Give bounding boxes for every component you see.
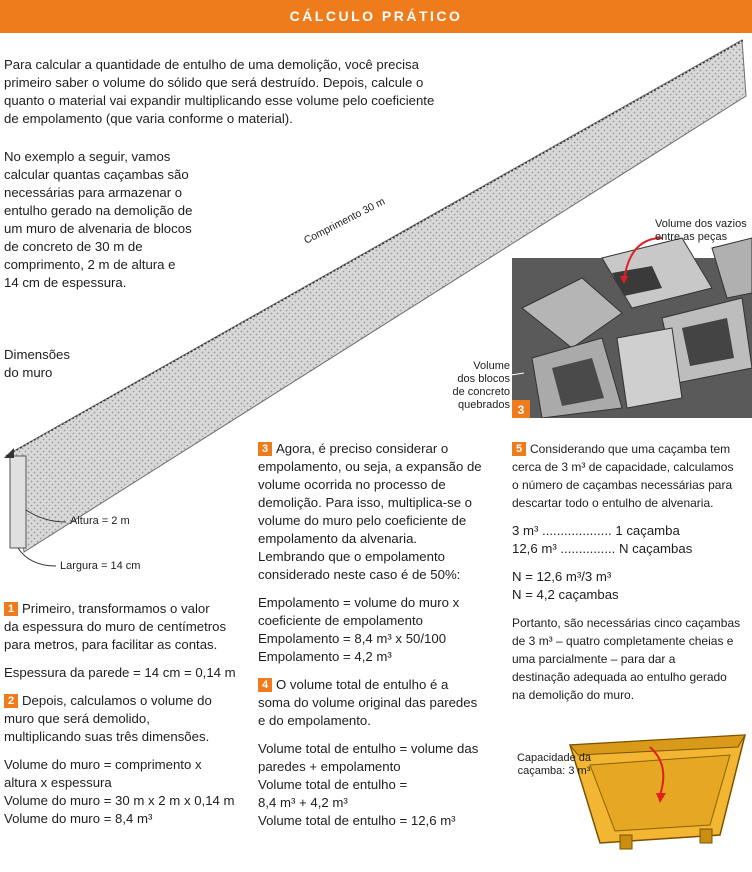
step-4-badge: 4 [258, 678, 272, 692]
step-2-line: Depois, calculamos o volume do [22, 693, 212, 708]
step-1-line: Primeiro, transformamos o valor [22, 601, 210, 616]
voids-label-line: Volume dos vazios [655, 218, 747, 230]
intro-line: Para calcular a quantidade de entulho de uma demolição, você precisa [4, 57, 419, 72]
ratio-line: 12,6 m³ ............... N caçambas [512, 541, 693, 556]
blocks-label-line: dos blocos [457, 373, 510, 385]
step-5-line: descartar todo o entulho de alvenaria. [512, 496, 714, 510]
ratio-line: 3 m³ ................... 1 caçamba [512, 523, 680, 538]
step-5-line: cerca de 3 m³ de capacidade, calculamos [512, 460, 734, 474]
formula-line: Volume do muro = 30 m x 2 m x 0,14 m [4, 793, 235, 808]
step-2-line: muro que será demolido, [4, 711, 150, 726]
voids-label [655, 218, 747, 244]
formula-line: Volume total de entulho = [258, 777, 408, 792]
capacity-label [514, 752, 594, 778]
dumpster-figure [560, 725, 750, 865]
conclusion-line: destinação adequada ao entulho gerado [512, 670, 727, 684]
intro-line: comprimento, 2 m de altura e [4, 257, 176, 272]
page-title: CÁLCULO PRÁTICO [289, 8, 463, 24]
step-3-line: empolamento, ou seja, a expansão de [258, 459, 482, 474]
formula-line: Volume do muro = 8,4 m³ [4, 811, 153, 826]
formula-line: Volume total de entulho = 12,6 m³ [258, 813, 456, 828]
intro-line: primeiro saber o volume do sólido que será destruído. Depois, calcule o [4, 75, 424, 90]
step-1-badge: 1 [4, 602, 18, 616]
step-3-line: considerado neste caso é de 50%: [258, 567, 461, 582]
thickness-line: Espessura da parede = 14 cm = 0,14 m [4, 665, 236, 680]
column-3 [512, 440, 752, 704]
conclusion-line: de 3 m³ – quatro completamente cheias e [512, 634, 734, 648]
intro-line: calcular quantas caçambas são [4, 167, 189, 182]
conclusion-line: Portanto, são necessárias cinco caçambas [512, 616, 741, 630]
result-line: N = 4,2 caçambas [512, 587, 619, 602]
dimensions-title-line: do muro [4, 365, 53, 380]
step-5-line: Considerando que uma caçamba tem [530, 442, 731, 456]
intro-line: 14 cm de espessura. [4, 275, 127, 290]
formula-line: Volume total de entulho = volume das [258, 741, 479, 756]
formula-line: Empolamento = 8,4 m³ x 50/100 [258, 631, 447, 646]
intro-line: necessárias para armazenar o [4, 185, 183, 200]
formula-line: altura x espessura [4, 775, 112, 790]
step-3-badge: 3 [258, 442, 272, 456]
blocks-label-line: quebrados [458, 399, 510, 411]
column-1 [4, 600, 254, 828]
result-line: N = 12,6 m³/3 m³ [512, 569, 612, 584]
intro-line: um muro de alvenaria de blocos [4, 221, 192, 236]
voids-label-line: entre as peças [655, 231, 728, 243]
height-label: Altura = 2 m [70, 515, 130, 527]
step-4-line: soma do volume original das paredes [258, 695, 478, 710]
intro-line: de empolamento (que varia conforme o material). [4, 111, 293, 126]
formula-line: Empolamento = 4,2 m³ [258, 649, 392, 664]
formula-line: Empolamento = volume do muro x [258, 595, 460, 610]
length-label: Comprimento 30 m [302, 195, 387, 247]
step-2-badge: 2 [4, 694, 18, 708]
blocks-label-line: Volume [473, 360, 510, 372]
concrete-blocks-figure [512, 218, 752, 418]
figure-number: 3 [517, 403, 525, 417]
step-3-line: Agora, é preciso considerar o [276, 441, 449, 456]
step-1-line: para metros, para facilitar as contas. [4, 637, 218, 652]
capacity-label-line: Capacidade da [516, 752, 591, 764]
conclusion-line: na demolição do muro. [512, 688, 635, 702]
blocks-label [430, 360, 510, 412]
arrow-head-icon [4, 448, 14, 458]
formula-line: paredes + empolamento [258, 759, 401, 774]
step-4-line: e do empolamento. [258, 713, 371, 728]
intro-line: quanto o material vai expandir multiplicando esse volume pelo coeficiente [4, 93, 435, 108]
step-3-line: demolição. Para isso, multiplica-se o [258, 495, 473, 510]
step-3-line: empolamento da alvenaria. [258, 531, 418, 546]
step-4-line: O volume total de entulho é a [276, 677, 449, 692]
step-3-line: volume do muro pelo coeficiente de [258, 513, 467, 528]
step-5-line: o número de caçambas necessárias para [512, 478, 733, 492]
wall-end [10, 456, 26, 548]
intro-line: No exemplo a seguir, vamos [4, 149, 171, 164]
intro-line: de concreto de 30 m de [4, 239, 143, 254]
formula-line: Volume do muro = comprimento x [4, 757, 202, 772]
intro-line: entulho gerado na demolição de [4, 203, 193, 218]
step-3-line: Lembrando que o empolamento [258, 549, 445, 564]
dimensions-title-line: Dimensões [4, 347, 70, 362]
step-3-line: volume ocorrida no processo de [258, 477, 446, 492]
capacity-label-line: caçamba: 3 m³ [517, 765, 591, 777]
formula-line: 8,4 m³ + 4,2 m³ [258, 795, 348, 810]
step-2-line: multiplicando suas três dimensões. [4, 729, 210, 744]
formula-line: coeficiente de empolamento [258, 613, 423, 628]
column-2 [258, 440, 508, 830]
dimensions-title [4, 346, 70, 382]
step-1-line: da espessura do muro de centímetros [4, 619, 227, 634]
width-label: Largura = 14 cm [60, 560, 141, 572]
conclusion-line: uma parcialmente – para dar a [512, 652, 676, 666]
blocks-label-line: de concreto [452, 386, 510, 398]
step-5-badge: 5 [512, 442, 526, 456]
